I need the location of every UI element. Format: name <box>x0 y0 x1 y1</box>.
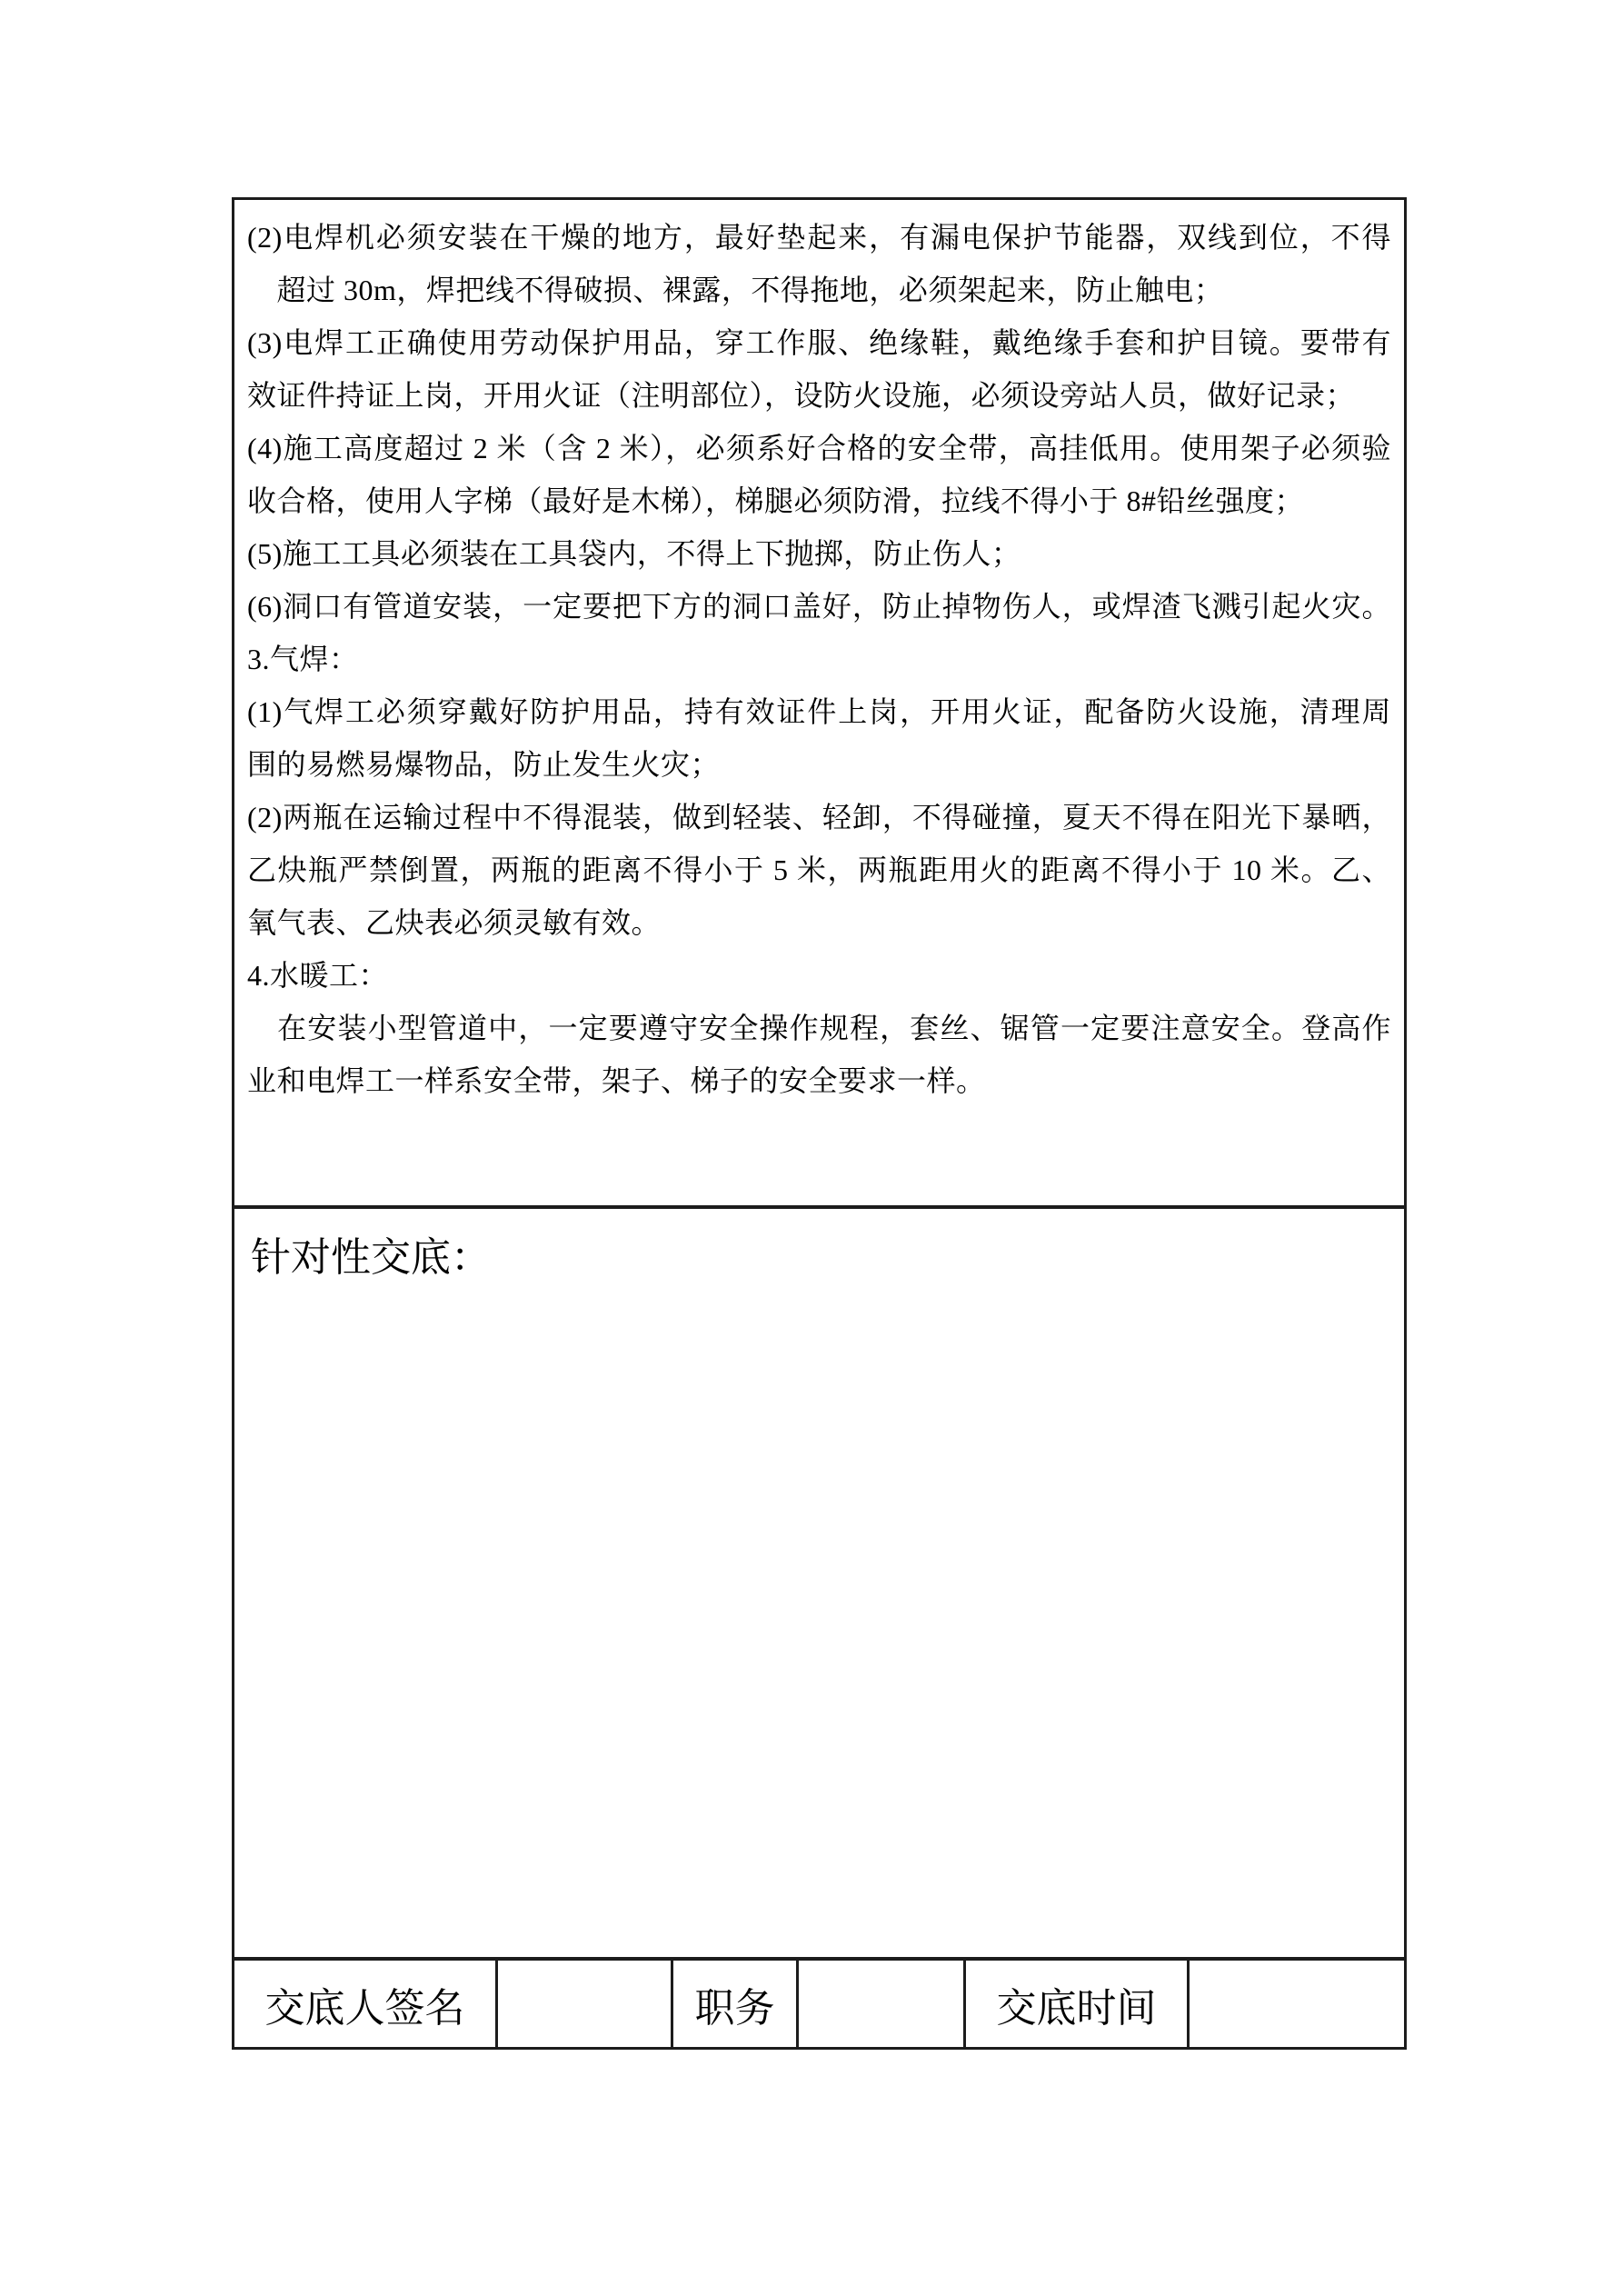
briefing-text-line: 乙炔瓶严禁倒置，两瓶的距离不得小于 5 米，两瓶距用火的距离不得小于 10 米。乙、 <box>247 854 1391 886</box>
briefing-text-line: (5)施工工具必须装在工具袋内，不得上下抛掷，防止伤人； <box>247 537 1021 570</box>
targeted-briefing-content-area[interactable] <box>251 1285 1388 1922</box>
safety-briefing-table <box>232 197 1407 2050</box>
briefing-section-heading-gas-welding: 3.气焊： <box>247 643 359 675</box>
position-label-cell: 职务 <box>673 1961 799 2047</box>
briefing-text-line: (4)施工高度超过 2 米（含 2 米），必须系好合格的安全带，高挂低用。使用架子必须验 <box>247 432 1391 464</box>
briefing-time-input-cell[interactable] <box>1190 1961 1404 2047</box>
briefing-text-line: (3)电焊工正确使用劳动保护用品，穿工作服、绝缘鞋，戴绝缘手套和护目镜。要带有 <box>247 326 1391 359</box>
briefing-time-label-cell: 交底时间 <box>966 1961 1190 2047</box>
position-input-cell[interactable] <box>799 1961 966 2047</box>
briefing-text-line: (6)洞口有管道安装，一定要把下方的洞口盖好，防止掉物伤人，或焊渣飞溅引起火灾。 <box>247 590 1391 623</box>
signer-name-label-cell: 交底人签名 <box>234 1961 498 2047</box>
briefing-text-line: (1)气焊工必须穿戴好防护用品，持有效证件上岗，开用火证，配备防火设施，清理周 <box>247 695 1391 728</box>
briefing-text-line: 业和电焊工一样系安全带，架子、梯子的安全要求一样。 <box>247 1064 986 1097</box>
briefing-text-line: 氧气表、乙炔表必须灵敏有效。 <box>247 906 662 939</box>
briefing-text-line: (2)电焊机必须安装在干燥的地方，最好垫起来，有漏电保护节能器，双线到位，不得 <box>247 221 1391 254</box>
targeted-briefing-label: 针对性交底： <box>251 1235 491 1280</box>
briefing-section-heading-plumber: 4.水暖工： <box>247 959 389 992</box>
briefing-text-line: (2)两瓶在运输过程中不得混装，做到轻装、轻卸，不得碰撞，夏天不得在阳光下暴晒， <box>247 801 1391 834</box>
signature-row <box>234 1961 1404 2047</box>
briefing-text-line: 在安装小型管道中，一定要遵守安全操作规程，套丝、锯管一定要注意安全。登高作 <box>247 1012 1391 1044</box>
briefing-text-line: 效证件持证上岗，开用火证（注明部位），设防火设施，必须设旁站人员，做好记录； <box>247 379 1356 412</box>
briefing-text-line: 围的易燃易爆物品，防止发生火灾； <box>247 748 721 781</box>
briefing-text-line: 收合格，使用人字梯（最好是木梯），梯腿必须防滑，拉线不得小于 8#铅丝强度； <box>247 484 1305 517</box>
briefing-text-line: 超过 30m，焊把线不得破损、裸露，不得拖地，必须架起来，防止触电； <box>247 274 1224 306</box>
targeted-briefing-section <box>234 1209 1404 1961</box>
general-briefing-section <box>234 200 1404 1209</box>
signer-name-input-cell[interactable] <box>498 1961 673 2047</box>
